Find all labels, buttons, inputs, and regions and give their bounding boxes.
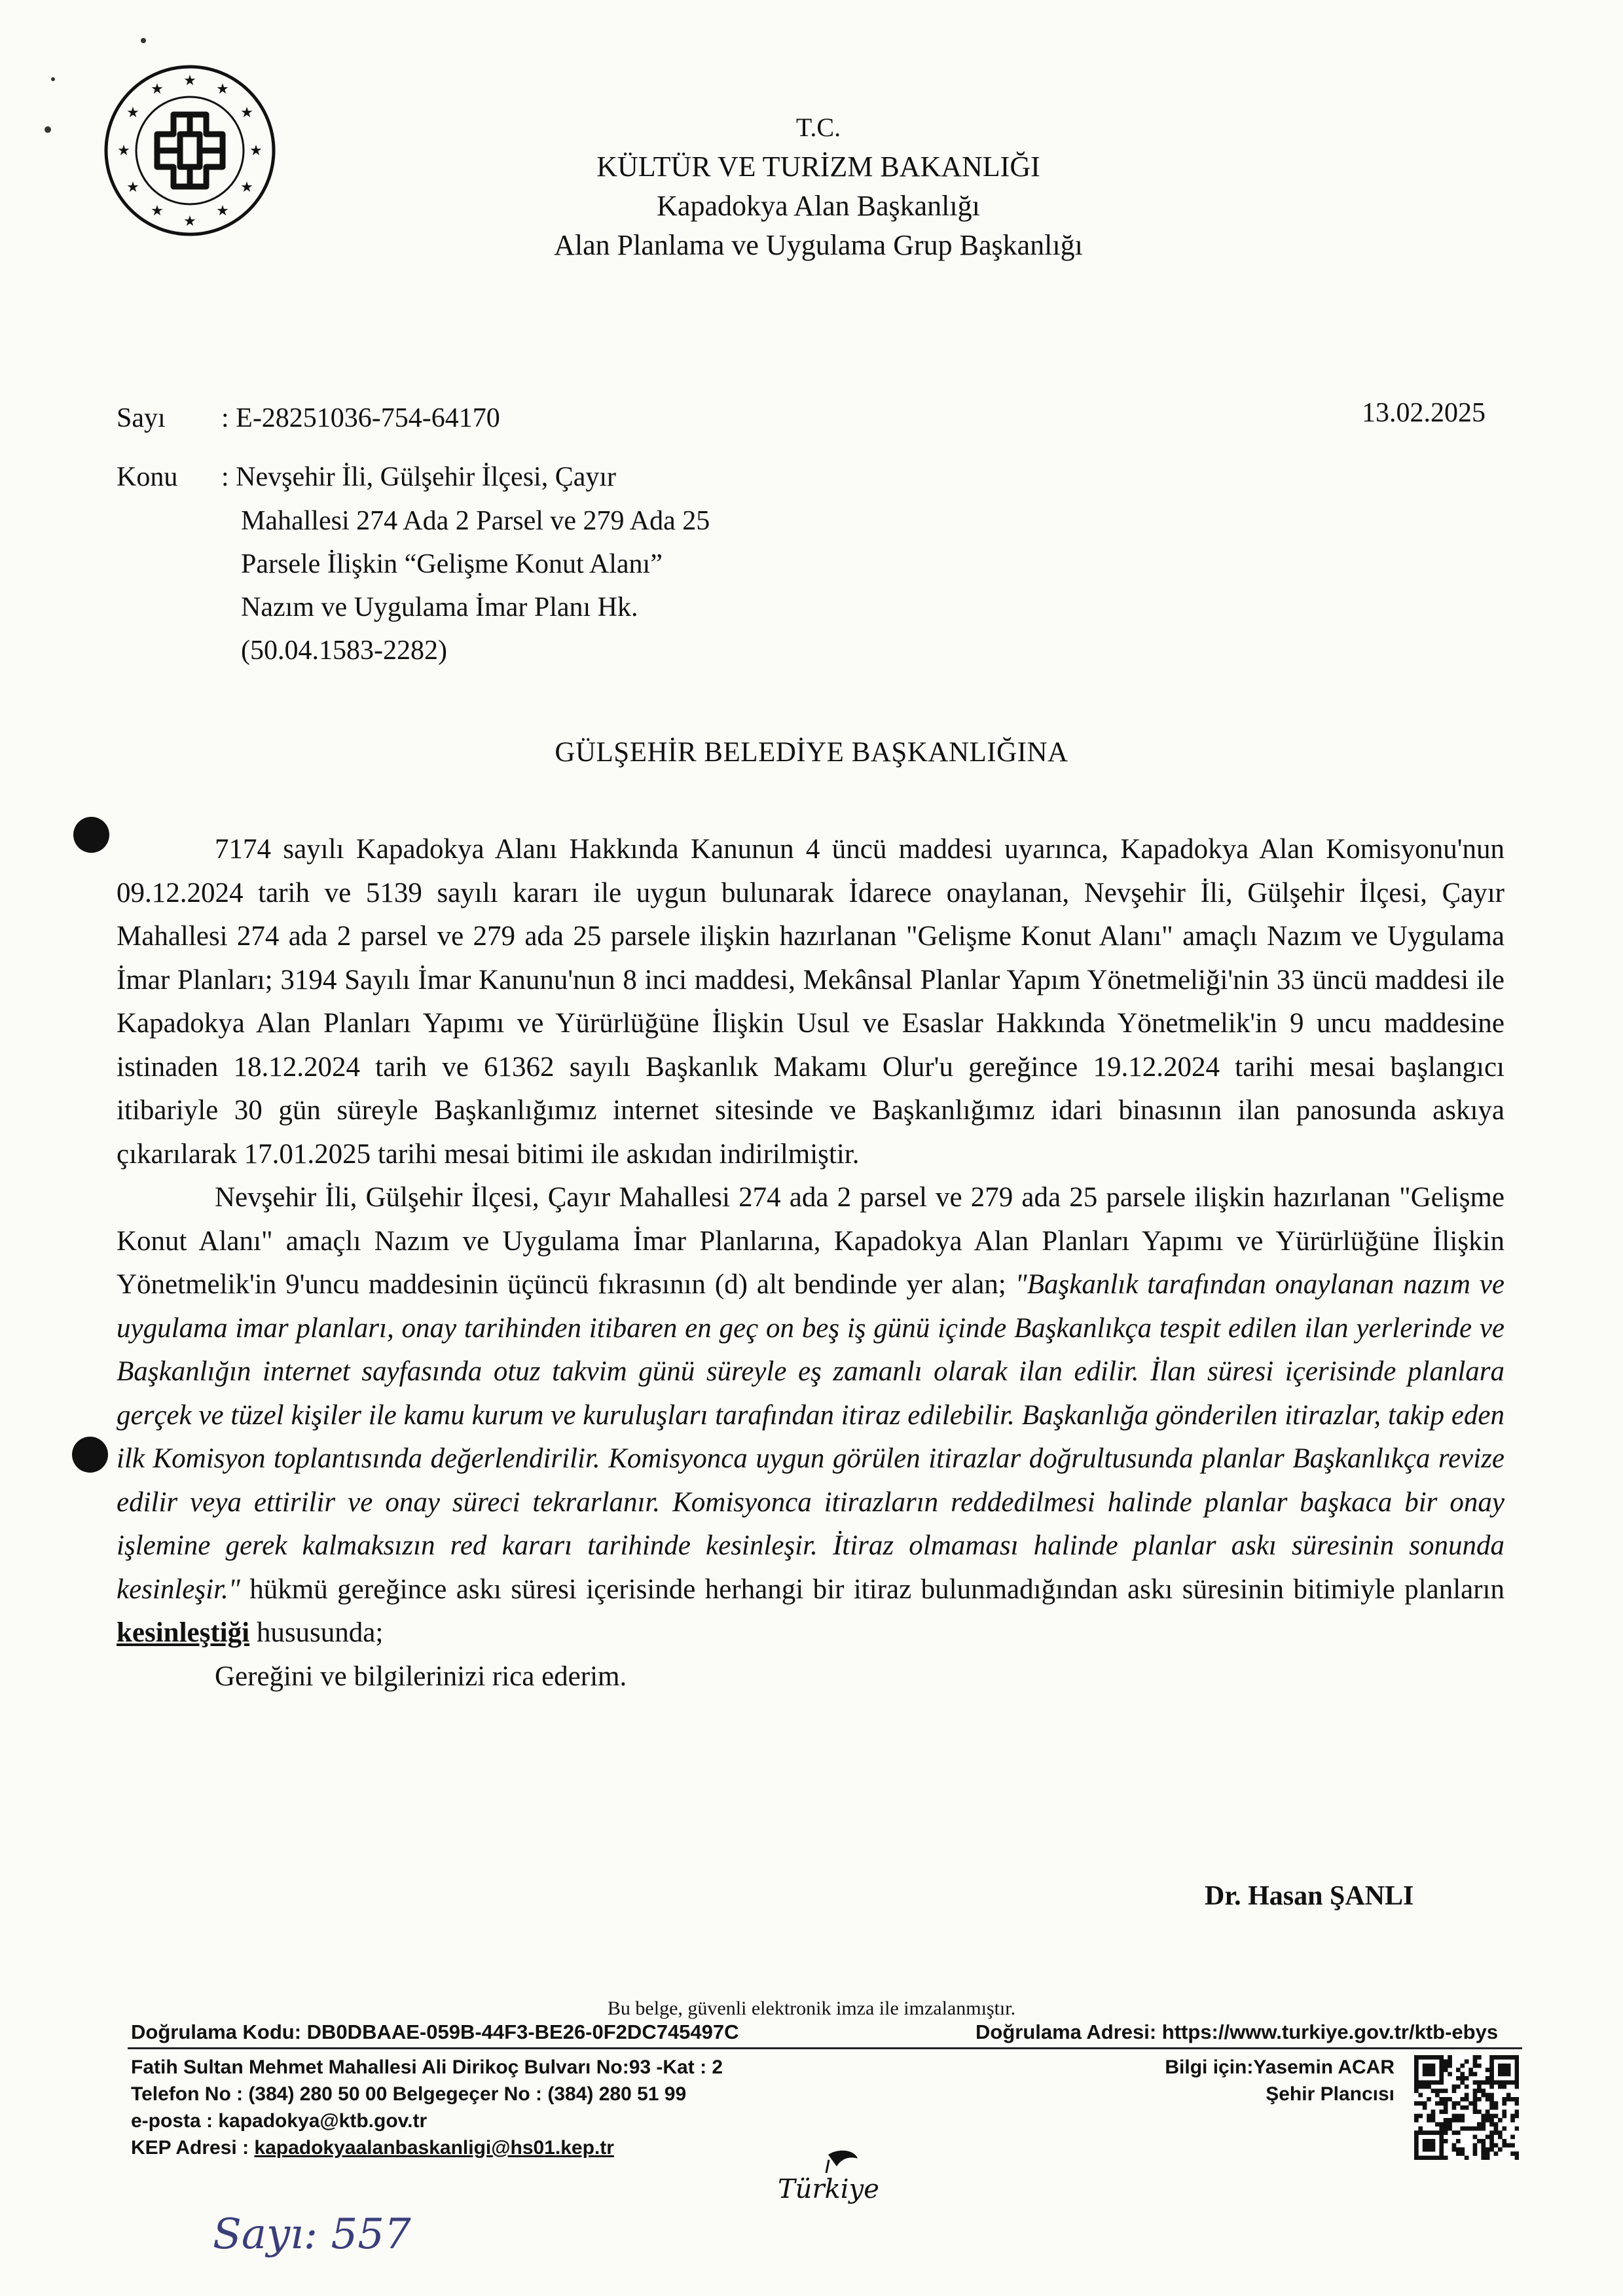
paragraph-2-intro: Nevşehir İli, Gülşehir İlçesi, Çayır Mahallesi 274 ada 2 parsel ve 279 ada 25 parsele ilişkin hazırlanan "Gelişme Konut Alanı" amaçlı Nazım ve Uygulama İmar Planlarına, Kapadokya Alan Planları Yapımı ve Yürürlüğüne İlişkin Yönetmelik'in 9'uncu maddesinin üçüncü fıkrasının (d) alt bendinde yer alan; xyxy=(117,1182,1504,1300)
header-directorate: Kapadokya Alan Başkanlığı xyxy=(657,190,980,222)
info-person: Bilgi için:Yasemin ACAR xyxy=(1165,2056,1395,2078)
paragraph-2-middle: hükmü gereğince askı süresi içerisinde herhangi bir itiraz bulunmadığından askı süresinin bitimiyle planların xyxy=(240,1573,1504,1605)
header-ministry: KÜLTÜR VE TURİZM BAKANLIĞI xyxy=(596,151,1040,183)
paragraph-2-end: hususunda; xyxy=(249,1617,384,1648)
svg-text:★: ★ xyxy=(216,81,229,98)
addressee: GÜLŞEHİR BELEDİYE BAŞKANLIĞINA xyxy=(555,737,1068,768)
svg-text:★: ★ xyxy=(151,203,164,219)
kep-label: KEP Adresi : xyxy=(131,2137,255,2159)
email-line: e-posta : kapadokya@ktb.gov.tr xyxy=(131,2110,428,2132)
info-title: Şehir Plancısı xyxy=(1266,2083,1395,2105)
esign-note: Bu belge, güvenli elektronik imza ile imzalanmıştır. xyxy=(607,1998,1016,2019)
body-paragraph-3: Gereğini ve bilgilerinizi rica ederim. xyxy=(215,1660,627,1692)
document-date: 13.02.2025 xyxy=(1362,398,1486,428)
konu-line-5: (50.04.1583-2282) xyxy=(241,636,447,666)
qr-code xyxy=(1414,2055,1519,2160)
letterhead xyxy=(458,108,1178,265)
sayi-label: Sayı xyxy=(117,403,166,433)
punch-hole xyxy=(73,817,109,853)
ministry-emblem xyxy=(101,62,278,239)
signatory-name: Dr. Hasan ŞANLI xyxy=(1205,1881,1414,1911)
scan-speck xyxy=(51,77,55,81)
kep-line xyxy=(131,2134,723,2161)
emphasis-finalized: kesinleştiği xyxy=(117,1617,250,1648)
phone-line: Telefon No : (384) 280 50 00 Belgegeçer No : (384) 280 51 99 xyxy=(131,2083,687,2105)
scan-speck xyxy=(45,126,51,133)
svg-text:★: ★ xyxy=(240,105,253,121)
scan-speck xyxy=(141,38,146,43)
konu-line-2: Mahallesi 274 Ada 2 Parsel ve 279 Ada 25 xyxy=(241,506,710,536)
handwritten-note xyxy=(210,2199,432,2271)
body-paragraph-1: 7174 sayılı Kapadokya Alanı Hakkında Kanunun 4 üncü maddesi uyarınca, Kapadokya Alan Komisyonu'nun 09.12.2024 tarih ve 5139 sayılı kararı ile uygun bulunarak İdarece onaylanan, Nevşehir İli, Gülşehir İlçesi, Çayır Mahallesi 274 ada 2 parsel ve 279 ada 25 parsele ilişkin hazırlanan "Gelişme Konut Alanı" amaçlı Nazım ve Uygulama İmar Planları; 3194 Sayılı İmar Kanunu'nun 8 inci maddesi, Mekânsal Planlar Yapım Yönetmeliği'nin 33 üncü maddesi ile Kapadokya Alan Planları Yapımı ve Yürürlüğüne İlişkin Usul ve Esaslar Hakkında Yönetmelik'in 9 uncu maddesine istinaden 18.12.2024 tarih ve 61362 sayılı Başkanlık Makamı Olur'u gereğince 19.12.2024 tarihi mesai başlangıcı itibariyle 30 gün süreyle Başkanlığımız internet sitesinde ve Başkanlığımız idari binasının ilan panosunda askıya çıkarılarak 17.01.2025 tarihi mesai bitimi ile askıdan indirilmiştir. xyxy=(117,834,1504,1170)
contact-block xyxy=(131,2054,723,2161)
body-paragraph-2 xyxy=(117,1176,1504,1655)
regulation-quote: "Başkanlık tarafından onaylanan nazım ve uygulama imar planları, onay tarihinden itibaren en geç on beş iş günü içinde Başkanlıkça tespit edilen ilan yerlerinde ve Başkanlığın internet sayfasında otuz takvim günü süreyle eş zamanlı olarak ilan edilir. İlan süresi içerisinde planlara gerçek ve tüzel kişiler ile kamu kurum ve kuruluşları tarafından itiraz edilebilir. Başkanlığa gönderilen itirazlar, takip eden ilk Komisyon toplantısında değerlendirilir. Komisyonca uygun görülen itirazlar doğrultusunda planlar Başkanlıkça revize edilir veya ettirilir ve onay süreci tekrarlanır. Komisyonca itirazların reddedilmesi halinde planlar başkaca bir onay işlemine gerek kalmaksızın red kararı tarihinde kesinleşir. İtiraz olmaması halinde planlar askı süresinin sonunda kesinleşir." xyxy=(117,1269,1504,1605)
svg-text:★: ★ xyxy=(126,179,139,196)
konu-continuation xyxy=(241,499,961,672)
konu-line-3: Parsele İlişkin “Gelişme Konut Alanı” xyxy=(241,549,663,579)
handwritten-note-text: Sayı: 557 xyxy=(213,2210,411,2259)
sayi-value: : E-28251036-754-64170 xyxy=(221,403,500,433)
verification-address: Doğrulama Adresi: https://www.turkiye.gov.tr/ktb-ebys xyxy=(976,2020,1499,2043)
header-tc: T.C. xyxy=(795,113,841,142)
konu-line-4: Nazım ve Uygulama İmar Planı Hk. xyxy=(241,592,638,622)
svg-text:★: ★ xyxy=(183,213,196,230)
svg-text:★: ★ xyxy=(216,203,229,219)
footer-divider xyxy=(128,2047,1522,2049)
svg-text:★: ★ xyxy=(240,179,253,196)
header-department: Alan Planlama ve Uygulama Grup Başkanlığı xyxy=(554,229,1083,261)
turkiye-logo xyxy=(766,2147,890,2219)
konu-label: Konu xyxy=(117,462,178,492)
svg-text:★: ★ xyxy=(151,81,164,98)
svg-text:★: ★ xyxy=(183,73,196,89)
kep-address: kapadokyaalanbaskanligi@hs01.kep.tr xyxy=(254,2137,614,2159)
verification-code: Doğrulama Kodu: DB0DBAAE-059B-44F3-BE26-0F2DC745497C xyxy=(131,2020,739,2043)
konu-line-1: : Nevşehir İli, Gülşehir İlçesi, Çayır xyxy=(221,462,617,492)
letter-body xyxy=(117,828,1504,1698)
svg-text:★: ★ xyxy=(117,143,130,159)
svg-text:★: ★ xyxy=(249,143,263,159)
info-contact xyxy=(1113,2054,1395,2108)
punch-hole xyxy=(72,1437,108,1473)
svg-text:★: ★ xyxy=(126,105,139,121)
turkiye-logo-text: Türkiye xyxy=(778,2174,879,2204)
address-line: Fatih Sultan Mehmet Mahallesi Ali Dirikoç Bulvarı No:93 -Kat : 2 xyxy=(131,2056,723,2078)
